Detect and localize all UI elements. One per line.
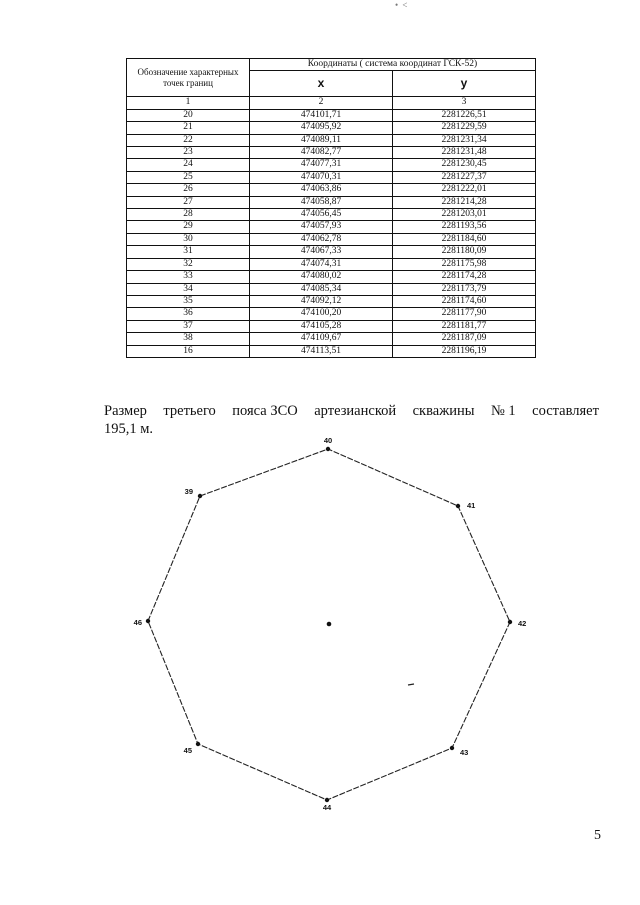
vertex-label: 45	[183, 746, 192, 755]
table-row	[127, 283, 536, 295]
vertex-point	[326, 447, 330, 451]
vertex-label: 44	[322, 803, 332, 811]
vertex-point	[456, 504, 460, 508]
x-coordinate-cell: 474105,28	[250, 320, 393, 332]
x-coordinate-cell: 474057,93	[250, 221, 393, 233]
index-row	[127, 97, 536, 109]
zone-size-paragraph	[104, 402, 599, 438]
x-coordinate-cell: 474063,86	[250, 184, 393, 196]
point-id-cell: 30	[127, 233, 250, 245]
y-coordinate-cell: 2281229,59	[393, 122, 536, 134]
point-id-cell: 25	[127, 171, 250, 183]
zone-boundary-diagram	[130, 436, 530, 811]
point-id-cell: 26	[127, 184, 250, 196]
table-row	[127, 345, 536, 357]
vertex-label: 39	[184, 487, 193, 496]
y-coordinate-cell: 2281177,90	[393, 308, 536, 320]
table-body	[127, 109, 536, 357]
table-row	[127, 320, 536, 332]
table-row	[127, 171, 536, 183]
y-coordinate-cell: 2281174,60	[393, 295, 536, 307]
y-coordinate-cell: 2281181,77	[393, 320, 536, 332]
table-row	[127, 159, 536, 171]
vertex-point	[196, 742, 200, 746]
vertex-label: 46	[133, 618, 142, 627]
table-row	[127, 233, 536, 245]
vertex-label: 43	[460, 748, 469, 757]
x-coordinate-cell: 474092,12	[250, 295, 393, 307]
coordinates-header: Координаты ( система координат ГСК-52)	[250, 59, 536, 71]
x-coordinate-cell: 474070,31	[250, 171, 393, 183]
y-coordinate-cell: 2281222,01	[393, 184, 536, 196]
paragraph-word: Размер	[104, 403, 147, 419]
point-id-cell: 35	[127, 295, 250, 307]
vertex-point	[450, 746, 454, 750]
table-row	[127, 295, 536, 307]
y-coordinate-cell: 2281180,09	[393, 246, 536, 258]
table-row	[127, 209, 536, 221]
y-coordinate-cell: 2281231,48	[393, 147, 536, 159]
y-coordinate-cell: 2281193,56	[393, 221, 536, 233]
point-id-cell: 27	[127, 196, 250, 208]
index-cell-3: 3	[393, 97, 536, 109]
well-center-point	[327, 622, 332, 627]
y-coordinate-cell: 2281173,79	[393, 283, 536, 295]
paragraph-line-2: 195,1 м.	[104, 421, 154, 437]
page-number: 5	[594, 828, 601, 843]
table-row	[127, 333, 536, 345]
vertex-point	[508, 620, 512, 624]
point-id-cell: 36	[127, 308, 250, 320]
scan-mark	[408, 684, 414, 685]
x-coordinate-cell: 474082,77	[250, 147, 393, 159]
x-coordinate-cell: 474109,67	[250, 333, 393, 345]
point-id-cell: 29	[127, 221, 250, 233]
paragraph-word: пояса ЗСО	[232, 403, 298, 419]
table-row	[127, 122, 536, 134]
table-row	[127, 258, 536, 270]
point-id-cell: 21	[127, 122, 250, 134]
y-coordinate-cell: 2281231,34	[393, 134, 536, 146]
header-mark: • <	[395, 0, 409, 10]
x-coordinate-cell: 474113,51	[250, 345, 393, 357]
table-row	[127, 109, 536, 121]
y-coordinate-cell: 2281187,09	[393, 333, 536, 345]
x-coordinate-cell: 474085,34	[250, 283, 393, 295]
header-row-1	[127, 59, 536, 71]
point-id-cell: 23	[127, 147, 250, 159]
y-coordinate-cell: 2281214,28	[393, 196, 536, 208]
vertex-point	[198, 494, 202, 498]
vertex-point	[325, 798, 329, 802]
table-row	[127, 221, 536, 233]
table-row	[127, 184, 536, 196]
y-coordinate-cell: 2281230,45	[393, 159, 536, 171]
point-id-cell: 38	[127, 333, 250, 345]
point-id-cell: 16	[127, 345, 250, 357]
table-header	[127, 59, 536, 110]
y-coordinate-cell: 2281184,60	[393, 233, 536, 245]
point-id-cell: 22	[127, 134, 250, 146]
x-coordinate-cell: 474058,87	[250, 196, 393, 208]
paragraph-word: № 1	[490, 403, 516, 419]
table-row	[127, 196, 536, 208]
vertex-label: 40	[323, 436, 333, 445]
table-row	[127, 134, 536, 146]
y-coordinate-cell: 2281203,01	[393, 209, 536, 221]
x-coordinate-cell: 474101,71	[250, 109, 393, 121]
coordinates-table-container	[126, 58, 536, 358]
x-coordinate-cell: 474080,02	[250, 271, 393, 283]
x-coordinate-cell: 474100,20	[250, 308, 393, 320]
point-id-cell: 33	[127, 271, 250, 283]
y-coordinate-cell: 2281227,37	[393, 171, 536, 183]
y-coordinate-cell: 2281196,19	[393, 345, 536, 357]
index-cell-2: 2	[250, 97, 393, 109]
index-cell-1: 1	[127, 97, 250, 109]
point-id-cell: 34	[127, 283, 250, 295]
table-row	[127, 246, 536, 258]
vertex-label: 42	[518, 619, 527, 628]
designation-header: Обозначение характерных точек границ	[127, 59, 250, 97]
x-coordinate-cell: 474067,33	[250, 246, 393, 258]
y-coordinate-cell: 2281175,98	[393, 258, 536, 270]
vertex-label: 41	[467, 501, 476, 510]
x-coordinate-cell: 474089,11	[250, 134, 393, 146]
x-coordinate-cell: 474062,78	[250, 233, 393, 245]
paragraph-word: артезианской	[314, 403, 397, 419]
paragraph-word: скважины	[412, 403, 475, 419]
paragraph-line-1	[104, 402, 599, 420]
table-row	[127, 271, 536, 283]
point-id-cell: 28	[127, 209, 250, 221]
paragraph-word: составляет	[532, 403, 599, 419]
vertex-point	[146, 619, 150, 623]
y-coordinate-cell: 2281174,28	[393, 271, 536, 283]
y-header: y	[393, 71, 536, 97]
point-id-cell: 31	[127, 246, 250, 258]
x-coordinate-cell: 474056,45	[250, 209, 393, 221]
y-coordinate-cell: 2281226,51	[393, 109, 536, 121]
x-coordinate-cell: 474074,31	[250, 258, 393, 270]
paragraph-word: третьего	[163, 403, 216, 419]
coordinates-table	[126, 58, 536, 358]
table-row	[127, 147, 536, 159]
point-id-cell: 20	[127, 109, 250, 121]
x-coordinate-cell: 474095,92	[250, 122, 393, 134]
point-id-cell: 24	[127, 159, 250, 171]
point-id-cell: 32	[127, 258, 250, 270]
x-header: x	[250, 71, 393, 97]
table-row	[127, 308, 536, 320]
point-id-cell: 37	[127, 320, 250, 332]
x-coordinate-cell: 474077,31	[250, 159, 393, 171]
